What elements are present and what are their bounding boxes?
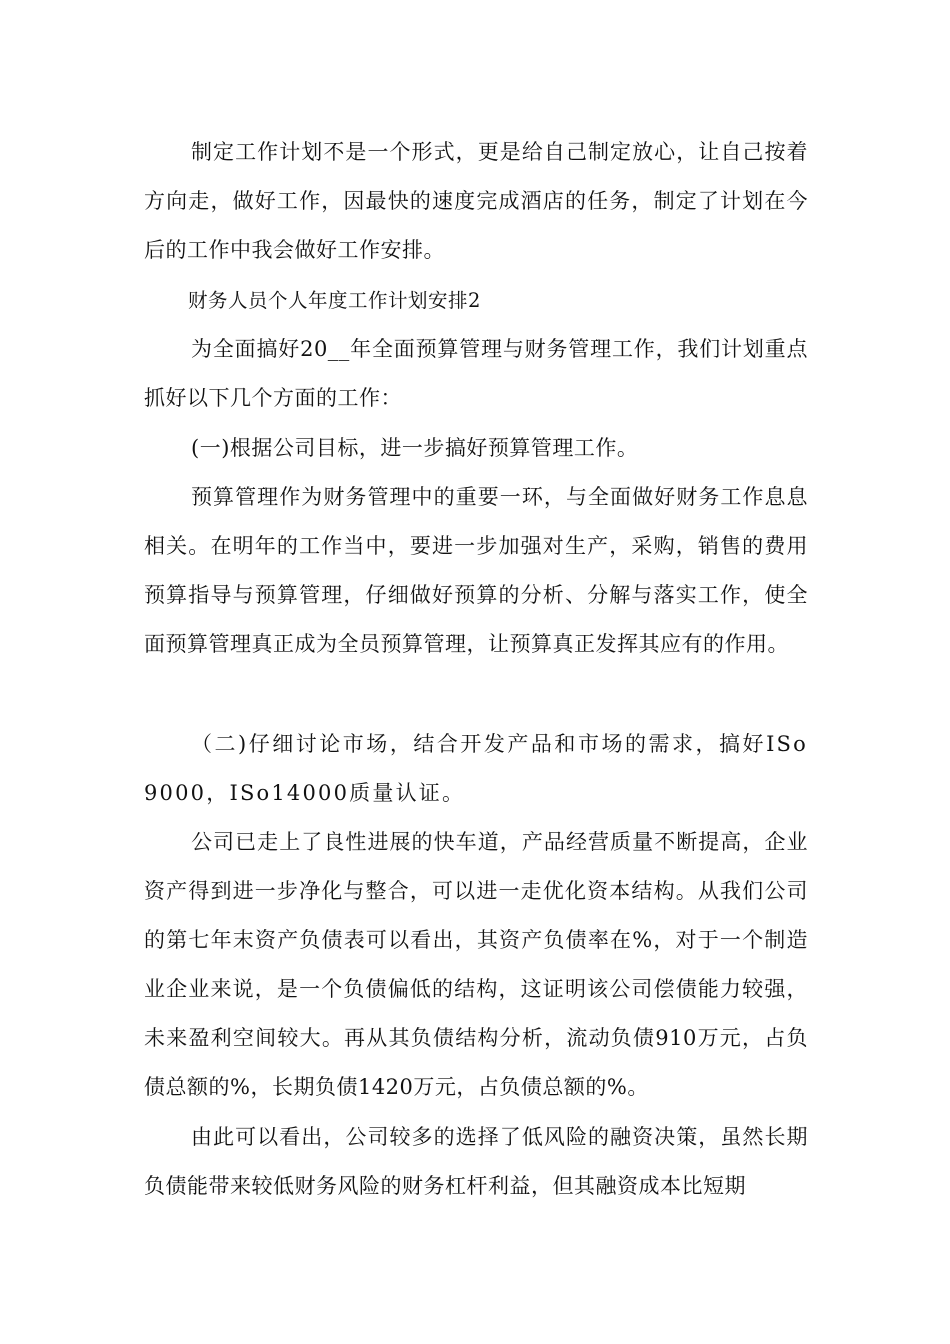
list-item-two: （二)仔细讨论市场，结合开发产品和市场的需求，搞好ISo9000，ISo14000质量认证。 (144, 732, 808, 805)
paragraph-budget-intro: 为全面搞好20__年全面预算管理与财务管理工作，我们计划重点抓好以下几个方面的工作： (144, 337, 808, 410)
paragraph-capital-structure: 公司已走上了良性进展的快车道，产品经营质量不断提高，企业资产得到进一步净化与整合，可以进一走优化资本结构。从我们公司的第七年末资产负债表可以看出，其资产负债率在%，对于一个制造业企业来说，是一个负债偏低的结构，这证明该公司偿债能力较强，未来盈利空间较大。再从其负债结构分析，流动负债910万元，占负债总额的%，长期负债1420万元，占负债总额的%。 (144, 830, 808, 1099)
paragraph-financing-decision: 由此可以看出，公司较多的选择了低风险的融资决策，虽然长期负债能带来较低财务风险的财务杠杆利益，但其融资成本比短期 (144, 1125, 808, 1198)
section-heading: 财务人员个人年度工作计划安排2 (188, 289, 481, 312)
paragraph-work-plan-intro: 制定工作计划不是一个形式，更是给自己制定放心，让自己按着方向走，做好工作，因最快的速度完成酒店的任务，制定了计划在今后的工作中我会做好工作安排。 (144, 140, 808, 262)
paragraph-budget-management: 预算管理作为财务管理中的重要一环，与全面做好财务工作息息相关。在明年的工作当中，要进一步加强对生产，采购，销售的费用预算指导与预算管理，仔细做好预算的分析、分解与落实工作，使全面预算管理真正成为全员预算管理，让预算真正发挥其应有的作用。 (144, 485, 808, 656)
list-item-one: (一)根据公司目标，进一步搞好预算管理工作。 (191, 436, 639, 460)
